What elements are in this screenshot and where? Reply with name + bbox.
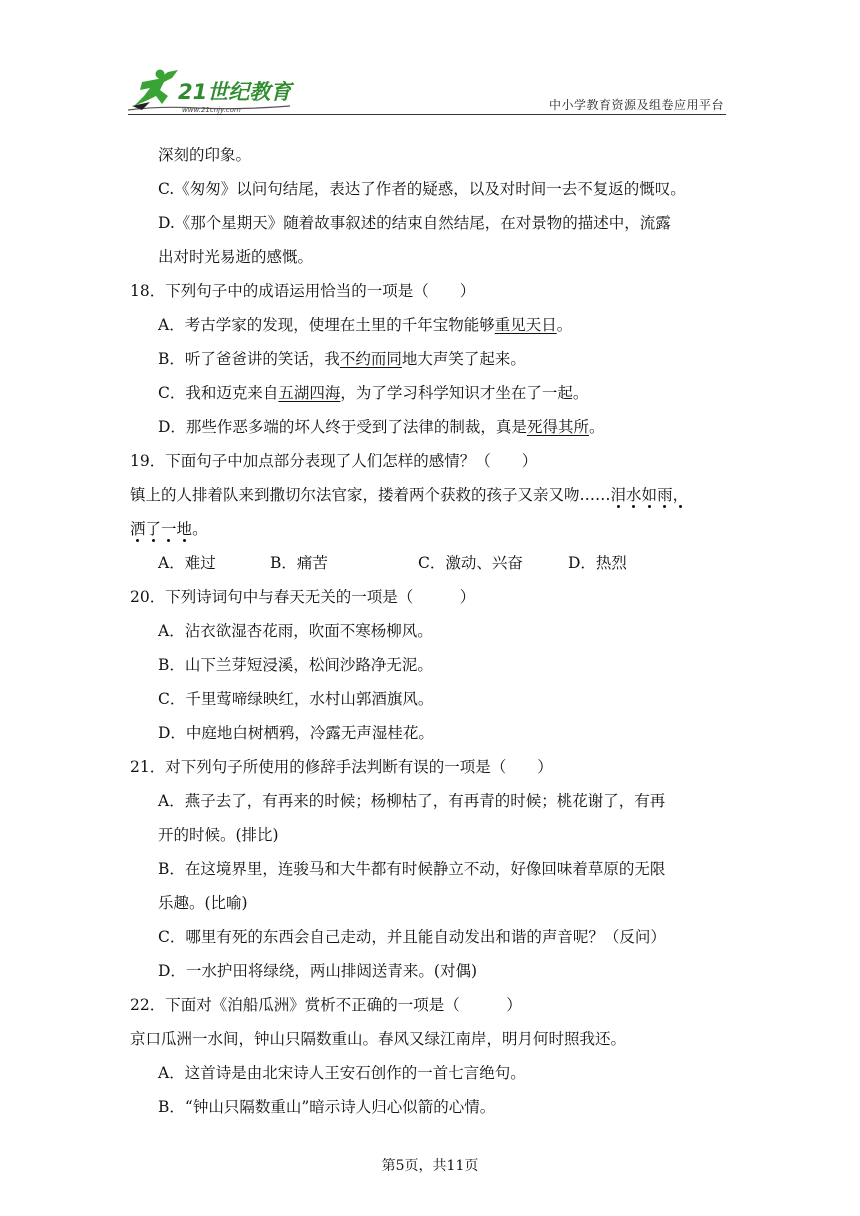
emphasis-char: 泪 xyxy=(610,486,627,504)
page-content xyxy=(130,138,750,1124)
question-19-option-b: B．痛苦 xyxy=(270,554,328,572)
emphasis-char: 如 xyxy=(641,486,658,504)
21cnjy-logo xyxy=(120,66,295,114)
question-20-option-d: D．中庭地白树栖鸦，冷露无声湿桂花。 xyxy=(158,724,434,742)
emphasis-char: 一 xyxy=(161,520,177,538)
underlined-idiom: 不约而同 xyxy=(339,350,402,368)
question-22-option-a: A．这首诗是由北宋诗人王安石创作的一首七言绝句。 xyxy=(158,1064,526,1082)
emphasis-char: ， xyxy=(672,486,689,504)
underlined-idiom: 重见天日 xyxy=(494,316,557,334)
question-20-option-a: A．沾衣欲湿杏花雨，吹面不寒杨柳风。 xyxy=(158,622,433,640)
underlined-idiom: 五湖四海 xyxy=(278,384,341,402)
question-21-option-a: A．燕子去了，有再来的时候；杨柳枯了，有再青的时候；桃花谢了，有再 xyxy=(158,792,666,810)
question-22-stem: 22．下面对《泊船瓜洲》赏析不正确的一项是（ ） xyxy=(130,996,522,1014)
question-18-option-b: B．听了爸爸讲的笑话，我不约而同地大声笑了起来。 xyxy=(158,350,526,368)
page-header xyxy=(120,66,726,118)
question-19-stem: 19．下面句子中加点部分表现了人们怎样的感情？（ ） xyxy=(130,452,538,470)
option-c: C.《匆匆》以问句结尾，表达了作者的疑惑，以及对时间一去不复返的慨叹。 xyxy=(158,180,686,198)
text-line: 深刻的印象。 xyxy=(158,146,252,164)
underlined-idiom: 死得其所 xyxy=(526,418,589,436)
header-divider xyxy=(128,114,726,115)
option-d: D.《那个星期天》随着故事叙述的结束自然结尾，在对景物的描述中，流露 xyxy=(158,214,671,232)
question-21-option-c: C．哪里有死的东西会自己走动，并且能自动发出和谐的声音呢？（反问） xyxy=(158,928,666,946)
emphasis-char: 地 xyxy=(176,520,193,538)
dotted-text xyxy=(130,520,192,538)
page-number: 第5页，共11页 xyxy=(381,1158,479,1174)
question-20-stem: 20．下列诗词句中与春天无关的一项是（ ） xyxy=(130,588,476,606)
question-22-option-b: B．“钟山只隔数重山”暗示诗人归心似箭的心情。 xyxy=(158,1098,496,1116)
emphasis-char: 雨 xyxy=(657,486,673,504)
question-19-option-a: A．难过 xyxy=(158,554,216,572)
svg-text:www.21cnjy.com: www.21cnjy.com xyxy=(182,106,241,114)
question-19-sentence: 镇上的人排着队来到撒切尔法官家，搂着两个获救的孩子又亲又吻……泪水如雨， xyxy=(130,486,689,504)
question-18-option-d: D．那些作恶多端的坏人终于受到了法律的制裁，真是死得其所。 xyxy=(158,418,605,436)
question-20-option-c: C．千里莺啼绿映红，水村山郭酒旗风。 xyxy=(158,690,434,708)
question-21-option-d: D．一水护田将绿绕，两山排闼送青来。(对偶) xyxy=(158,962,478,980)
header-platform-name: 中小学教育资源及组卷应用平台 xyxy=(548,98,724,112)
emphasis-char: 了 xyxy=(145,520,162,538)
question-18-option-c: C．我和迈克来自五湖四海，为了学习科学知识才坐在了一起。 xyxy=(158,384,589,402)
question-20-option-b: B．山下兰芽短浸溪，松间沙路净无泥。 xyxy=(158,656,433,674)
svg-text:21世纪教育: 21世纪教育 xyxy=(178,80,292,104)
dotted-text xyxy=(611,486,689,504)
question-21-option-b: B．在这境界里，连骏马和大牛都有时候静立不动，好像回味着草原的无限 xyxy=(158,860,666,878)
question-21-stem: 21．对下列句子所使用的修辞手法判断有误的一项是（ ） xyxy=(130,758,553,776)
question-19-option-d: D．热烈 xyxy=(568,554,627,572)
question-21-option-a-continued: 开的时候。(排比) xyxy=(158,826,279,844)
question-18-stem: 18．下列句子中的成语运用恰当的一项是（ ） xyxy=(130,282,476,300)
question-22-poem: 京口瓜洲一水间，钟山只隔数重山。春风又绿江南岸，明月何时照我还。 xyxy=(130,1030,627,1048)
question-19-option-c: C．激动、兴奋 xyxy=(418,554,523,572)
question-21-option-b-continued: 乐趣。(比喻) xyxy=(158,894,248,912)
question-18-option-a: A．考古学家的发现，使埋在土里的千年宝物能够重见天日。 xyxy=(158,316,573,334)
question-19-sentence-continued: 洒了一地。 xyxy=(130,520,208,538)
emphasis-char: 洒 xyxy=(130,520,146,538)
option-d-continued: 出对时光易逝的感慨。 xyxy=(158,248,314,266)
emphasis-char: 水 xyxy=(626,486,642,504)
question-19-options xyxy=(130,546,750,580)
